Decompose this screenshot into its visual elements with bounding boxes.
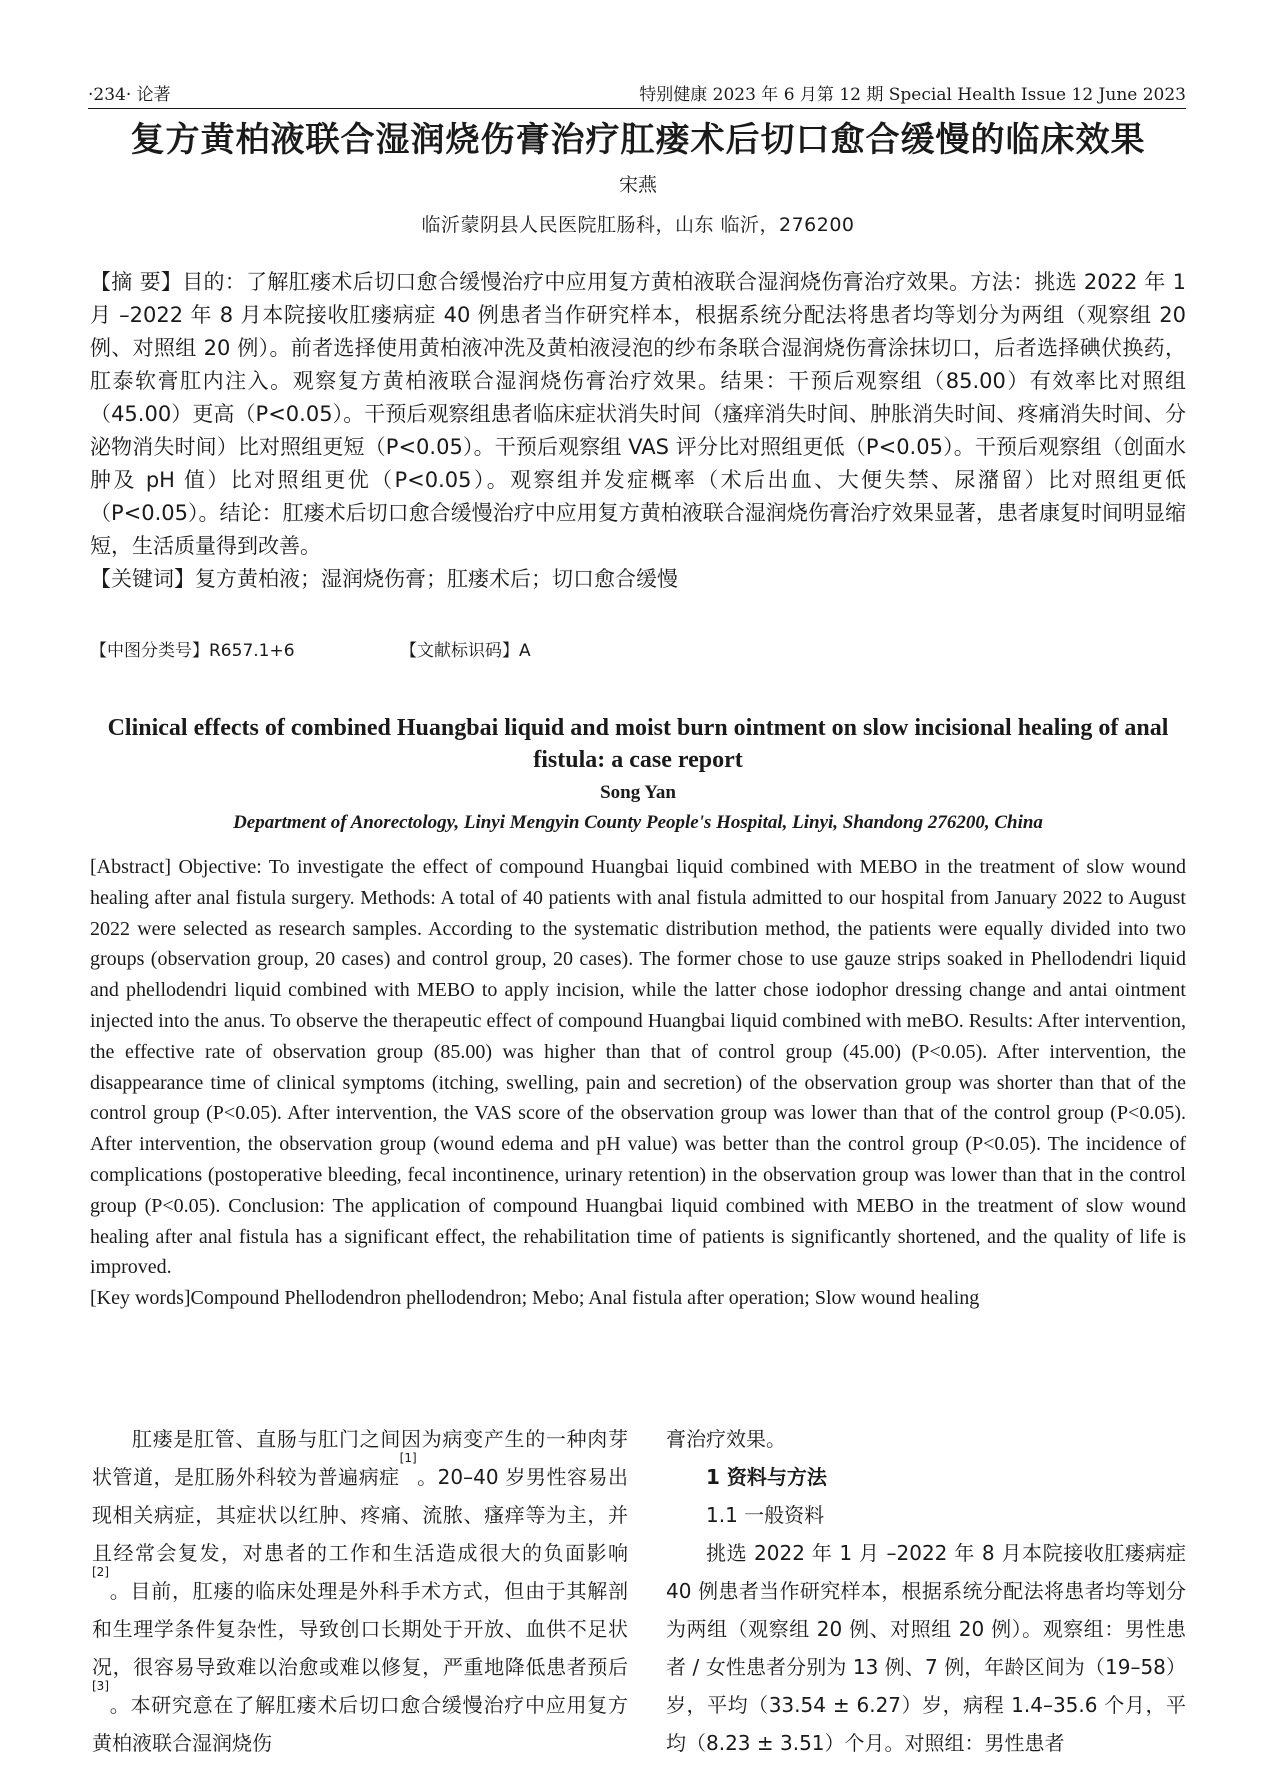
chinese-abstract-label: 【摘 要】 [90,270,183,294]
intro-text-2: 。20–40 岁男性容易出现相关病症，其症状以红肿、疼痛、流脓、瘙痒等为主，并且经常会复发，对患者的工作和生活造成很大的负面影响 [92,1465,628,1565]
english-abstract-label: [Abstract] [90,856,172,878]
header-journal-info: 特别健康 2023 年 6 月第 12 期 Special Health Issue 12 June 2023 [639,85,1186,105]
classification-row [90,638,1186,664]
chinese-keywords [90,563,1186,596]
running-header [88,80,1186,108]
english-abstract [90,852,1186,1283]
body-right-column [666,1420,1186,1762]
chinese-keywords-text: 复方黄柏液；湿润烧伤膏；肛瘘术后；切口愈合缓慢 [195,567,678,591]
clc-number: 【中图分类号】R657.1+6 [90,641,295,661]
subsection-heading-general: 1.1 一般资料 [706,1503,825,1527]
english-title: Clinical effects of combined Huangbai liquid and moist burn ointment on slow incisional healing of anal fistula: a case report [107,715,1169,773]
chinese-abstract [90,266,1186,563]
header-divider [88,108,1186,109]
document-code: 【文献标识码】A [400,641,531,661]
english-author: Song Yan [600,782,676,803]
chinese-title: 复方黄柏液联合湿润烧伤膏治疗肛瘘术后切口愈合缓慢的临床效果 [130,120,1146,160]
intro-text-4: 。本研究意在了解肛瘘术后切口愈合缓慢治疗中应用复方黄柏液联合湿润烧伤 [92,1693,628,1755]
english-keywords [90,1283,1186,1314]
general-data-paragraph: 挑选 2022 年 1 月 –2022 年 8 月本院接收肛瘘病症 40 例患者当作研究样本，根据系统分配法将患者均等划分为两组（观察组 20 例、对照组 20 例）。观察组：男性患者 / 女性患者分别为 13 例、7 例，年龄区间为（19–58）岁，平均（33.54 ± 6.27）岁，病程 1.4–35.6 个月，平均（8.23 ± 3.51）个月。对照组：男性患者 [666,1541,1186,1755]
english-abstract-block [90,852,1186,1314]
chinese-abstract-text: 目的：了解肛瘘术后切口愈合缓慢治疗中应用复方黄柏液联合湿润烧伤膏治疗效果。方法：挑选 2022 年 1 月 –2022 年 8 月本院接收肛瘘病症 40 例患者当作研究样本，根据系统分配法将患者均等划分为两组（观察组 20 例、对照组 20 例）。前者选择使用黄柏液冲洗及黄柏液浸泡的纱布条联合湿润烧伤膏涂抹切口，后者选择碘伏换药，肛泰软膏肛内注入。观察复方黄柏液联合湿润烧伤膏治疗效果。结果：干预后观察组（85.00）有效率比对照组（45.00）更高（P<0.05）。干预后观察组患者临床症状消失时间（瘙痒消失时间、肿胀消失时间、疼痛消失时间、分泌物消失时间）比对照组更短（P<0.05）。干预后观察组 VAS 评分比对照组更低（P<0.05）。干预后观察组（创面水肿及 pH 值）比对照组更优（P<0.05）。观察组并发症概率（术后出血、大便失禁、尿潴留）比对照组更低（P<0.05）。结论：肛瘘术后切口愈合缓慢治疗中应用复方黄柏液联合湿润烧伤膏治疗效果显著，患者康复时间明显缩短，生活质量得到改善。 [90,270,1186,558]
chinese-affiliation: 临沂蒙阴县人民医院肛肠科，山东 临沂，276200 [421,214,855,236]
intro-paragraph [92,1420,628,1762]
english-keywords-text: Compound Phellodendron phellodendron; Mebo; Anal fistula after operation; Slow wound healing [190,1287,980,1310]
citation-1: [1] [399,1451,417,1465]
citation-3: [3] [92,1679,109,1693]
english-keywords-label: [Key words] [90,1287,191,1310]
chinese-keywords-label: 【关键词】 [90,567,195,591]
body-left-column [92,1420,628,1762]
header-page-section: ·234· 论著 [88,85,171,105]
intro-continuation: 膏治疗效果。 [666,1427,786,1451]
intro-text-1: 肛瘘是肛管、直肠与肛门之间因为病变产生的一种肉芽状管道，是肛肠外科较为普遍病症 [92,1427,628,1489]
english-affiliation: Department of Anorectology, Linyi Mengyin County People's Hospital, Linyi, Shandong 276200, China [233,812,1043,833]
section-heading-methods: 1 资料与方法 [706,1465,827,1489]
chinese-author: 宋燕 [618,174,657,196]
citation-2: [2] [92,1565,109,1579]
chinese-abstract-block [90,266,1186,596]
english-abstract-text: Objective: To investigate the effect of compound Huangbai liquid combined with MEBO in the treatment of slow wound healing after anal fistula surgery. Methods: A total of 40 patients with anal fistula admitted to our hospital from January 2022 to August 2022 were selected as research samples. According to the systematic distribution method, the patients were equally divided into two groups (observation group, 20 cases) and control group, 20 cases). The former chose to use gauze strips soaked in Phellodendri liquid and phellodendri liquid combined with MEBO to apply incision, while the latter chose iodophor dressing change and antai ointment injected into the anus. To observe the therapeutic effect of compound Huangbai liquid combined with meBO. Results: After intervention, the effective rate of observation group (85.00) was higher than that of control group (45.00) (P<0.05). After intervention, the disappearance time of clinical symptoms (itching, swelling, pain and secretion) of the observation group was shorter than that of the control group (P<0.05). After intervention, the VAS score of the observation group was lower than that of the control group (P<0.05). After intervention, the observation group (wound edema and pH value) was better than the control group (P<0.05). The incidence of complications (postoperative bleeding, fecal incontinence, urinary retention) in the observation group was lower than that in the control group (P<0.05). Conclusion: The application of compound Huangbai liquid combined with MEBO in the treatment of slow wound healing after anal fistula has a significant effect, the rehabilitation time of patients is significantly shortened, and the quality of life is improved. [90,856,1186,1279]
intro-text-3: 。目前，肛瘘的临床处理是外科手术方式，但由于其解剖和生理学条件复杂性，导致创口长期处于开放、血供不足状况，很容易导致难以治愈或难以修复，严重地降低患者预后 [92,1579,628,1679]
